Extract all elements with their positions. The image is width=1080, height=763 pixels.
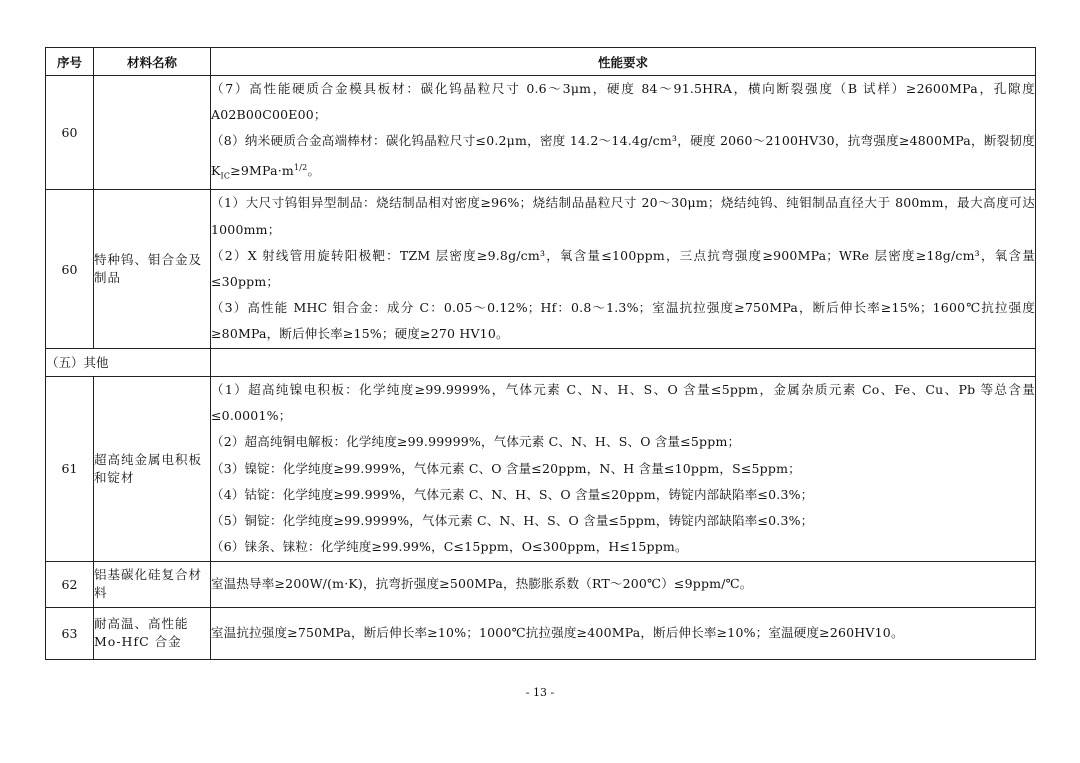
material-name: 耐高温、高性能 Mo-HfC 合金 — [94, 607, 211, 659]
requirement-text: （2）X 射线管用旋转阳极靶：TZM 层密度≥9.8g/cm³，氧含量≤100ppm，三点抗弯强度≥900MPa；WRe 层密度≥18g/cm³，氧含量≤30ppm； — [211, 247, 1035, 290]
requirement-text: （1）超高纯镍电积板：化学纯度≥99.9999%，气体元素 C、N、H、S、O 含量≤5ppm，金属杂质元素 Co、Fe、Cu、Pb 等总含量≤0.0001%； — [211, 381, 1035, 424]
table-row — [46, 607, 1036, 659]
requirements-cell — [211, 561, 1036, 607]
requirement-text: （1）大尺寸钨钼异型制品：烧结制品相对密度≥96%；烧结制品晶粒尺寸 20～30μm；烧结纯钨、纯钼制品直径大于 800mm，最大高度可达 1000mm； — [211, 195, 1035, 237]
material-name: 特种钨、钼合金及制品 — [94, 190, 211, 348]
requirement-text: （2）超高纯铜电解板：化学纯度≥99.99999%，气体元素 C、N、H、S、O 含量≤5ppm； — [211, 434, 741, 450]
requirements-cell — [211, 607, 1036, 659]
requirement-text: （5）铜锭：化学纯度≥99.9999%，气体元素 C、N、H、S、O 含量≤5ppm，铸锭内部缺陷率≤0.3%； — [211, 512, 814, 528]
section-label: （五）其他 — [46, 348, 211, 376]
requirement-text: （4）钴锭：化学纯度≥99.999%，气体元素 C、N、H、S、O 含量≤20ppm，铸锭内部缺陷率≤0.3%； — [211, 486, 814, 502]
requirements-cell — [211, 376, 1036, 561]
requirements-cell — [211, 76, 1036, 190]
material-name: 铝基碳化硅复合材料 — [94, 561, 211, 607]
header-no: 序号 — [46, 48, 94, 76]
row-number: 62 — [46, 561, 94, 607]
table-row — [46, 561, 1036, 607]
table-row — [46, 376, 1036, 561]
table-header-row — [46, 48, 1036, 76]
row-number: 60 — [46, 190, 94, 348]
page-number: - 13 - — [525, 686, 555, 699]
row-number: 60 — [46, 76, 94, 190]
requirement-text: （7）高性能硬质合金模具板材：碳化钨晶粒尺寸 0.6～3μm，硬度 84～91.5HRA，横向断裂强度（B 试样）≥2600MPa，孔隙度A02B00C00E00； — [211, 81, 1035, 123]
header-material-name: 材料名称 — [94, 48, 211, 76]
requirement-text: （8）纳米硬质合金高端棒材：碳化钨晶粒尺寸≤0.2μm，密度 14.2～14.4g/cm³，硬度 2060～2100HV30，抗弯强度≥4800MPa，断裂韧度 $K_{IC}\ge 9MPa\cdot m^{1/2}$。 — [211, 133, 1035, 181]
empty-cell — [211, 348, 1036, 376]
requirement-text: （3）镍锭：化学纯度≥99.999%，气体元素 C、O 含量≤20ppm，N、H 含量≤10ppm，S≤5ppm； — [211, 460, 801, 476]
table-row — [46, 76, 1036, 190]
header-performance: 性能要求 — [211, 48, 1036, 76]
material-name: 超高纯金属电积板和锭材 — [94, 376, 211, 561]
section-row — [46, 348, 1036, 376]
requirement-text: （6）铼条、铼粒：化学纯度≥99.99%，C≤15ppm，O≤300ppm，H≤15ppm。 — [211, 539, 688, 555]
requirement-text: 室温抗拉强度≥750MPa，断后伸长率≥10%；1000℃抗拉强度≥400MPa，断后伸长率≥10%；室温硬度≥260HV10。 — [211, 625, 904, 641]
row-number: 61 — [46, 376, 94, 561]
requirements-cell — [211, 190, 1036, 348]
table-row — [46, 190, 1036, 348]
row-number: 63 — [46, 607, 94, 659]
material-name — [94, 76, 211, 190]
spec-table — [45, 47, 1036, 660]
requirement-text: （3）高性能 MHC 钼合金：成分 C：0.05～0.12%；Hf：0.8～1.3%；室温抗拉强度≥750MPa，断后伸长率≥15%；1600℃抗拉强度≥80MPa，断后伸长率≥15%；硬度≥270 HV10。 — [211, 300, 1035, 342]
requirement-text: 室温热导率≥200W/(m·K)，抗弯折强度≥500MPa，热膨胀系数（RT～200℃）≤9ppm/℃。 — [211, 576, 753, 592]
